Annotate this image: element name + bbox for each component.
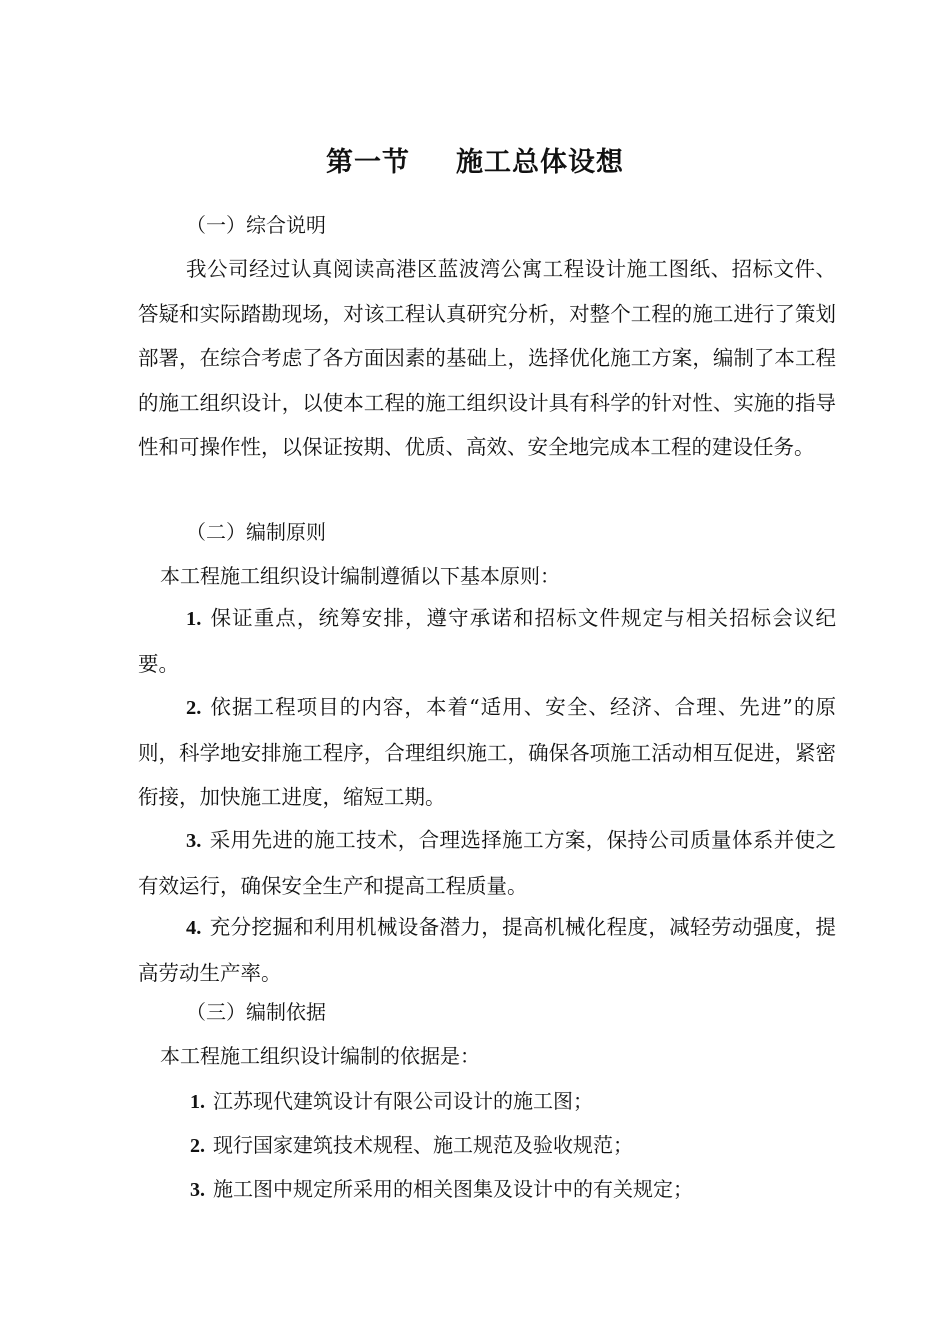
item-number: 2.: [190, 1135, 205, 1157]
item-number: 2.: [186, 697, 202, 719]
item-text: 现行国家建筑技术规程、施工规范及验收规范；: [213, 1133, 633, 1157]
basis-item-3: [190, 1175, 693, 1204]
section-heading-1: （一）综合说明: [186, 213, 326, 237]
item-number: 3.: [186, 830, 202, 852]
principle-item-3: [138, 818, 836, 908]
principle-item-1: [138, 596, 836, 686]
basis-item-1: [190, 1087, 593, 1116]
principle-item-4: [138, 905, 836, 995]
title-section-name: 施工总体设想: [456, 147, 624, 178]
section-1-paragraph: 我公司经过认真阅读高港区蓝波湾公寓工程设计施工图纸、招标文件、答疑和实际踏勘现场，对该工程认真研究分析，对整个工程的施工进行了策划部署，在综合考虑了各方面因素的基础上，选择优化施工方案，编制了本工程的施工组织设计，以使本工程的施工组织设计具有科学的针对性、实施的指导性和可操作性，以保证按期、优质、高效、安全地完成本工程的建设任务。: [138, 257, 836, 459]
page-title: [0, 140, 950, 179]
item-text: 江苏现代建筑设计有限公司设计的施工图；: [213, 1089, 593, 1113]
item-number: 1.: [186, 608, 202, 630]
item-number: 3.: [190, 1179, 205, 1201]
section-heading-2: （二）编制原则: [186, 520, 326, 544]
item-number: 4.: [186, 917, 202, 939]
item-number: 1.: [190, 1091, 205, 1113]
section-2-lead: 本工程施工组织设计编制遵循以下基本原则：: [160, 564, 560, 588]
basis-item-2: [190, 1131, 633, 1160]
item-text: 采用先进的施工技术，合理选择施工方案，保持公司质量体系并使之有效运行，确保安全生产和提高工程质量。: [138, 828, 836, 898]
title-section-number: 第一节: [326, 147, 410, 178]
item-text: 施工图中规定所采用的相关图集及设计中的有关规定；: [213, 1177, 693, 1201]
item-text: 保证重点，统筹安排，遵守承诺和招标文件规定与相关招标会议纪要。: [138, 606, 836, 676]
item-text: 充分挖掘和利用机械设备潜力，提高机械化程度，减轻劳动强度，提高劳动生产率。: [138, 915, 836, 985]
principle-item-2: [138, 685, 836, 820]
item-text: 依据工程项目的内容，本着“适用、安全、经济、合理、先进”的原则，科学地安排施工程序，合理组织施工，确保各项施工活动相互促进，紧密衔接，加快施工进度，缩短工期。: [138, 695, 836, 809]
section-3-lead: 本工程施工组织设计编制的依据是：: [160, 1044, 480, 1068]
section-heading-3: （三）编制依据: [186, 1000, 326, 1024]
